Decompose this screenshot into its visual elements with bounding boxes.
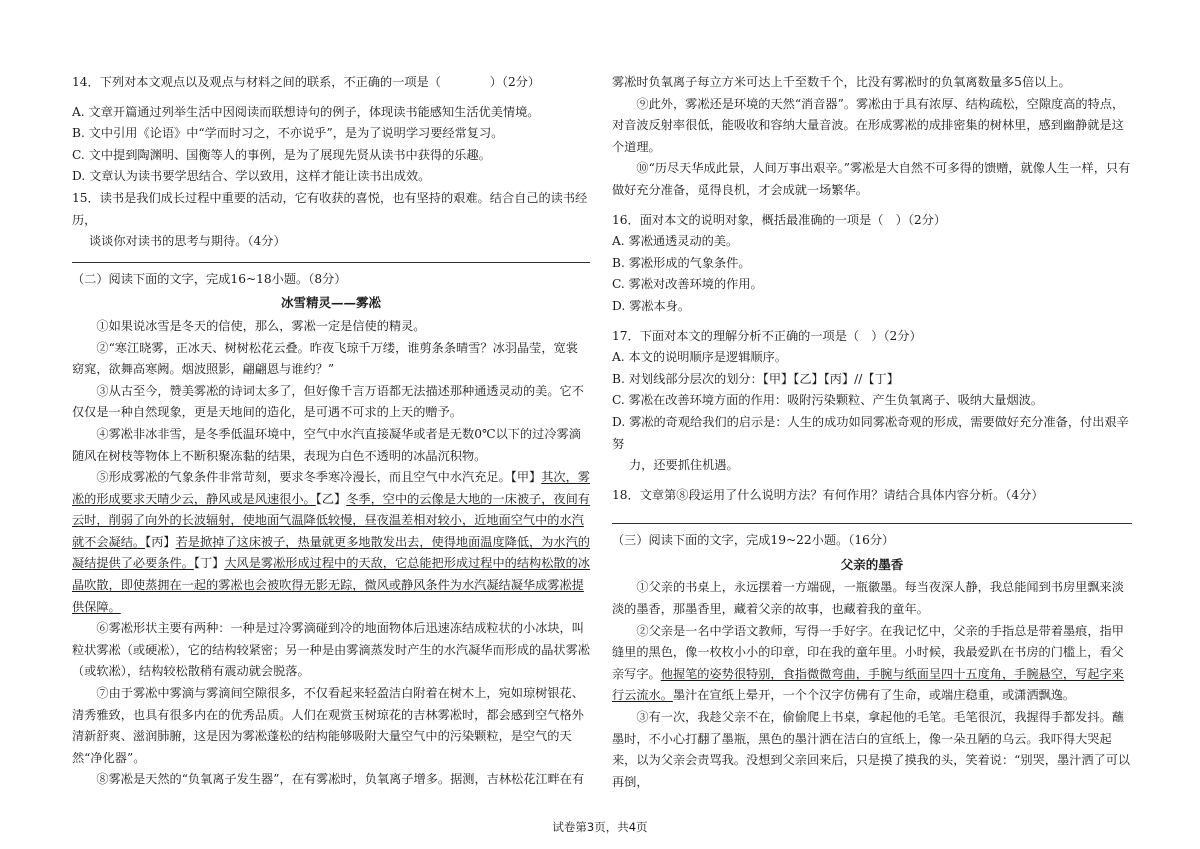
q16-option-c: C. 雾凇对改善环境的作用。: [612, 277, 763, 292]
q15-line2: 谈谈你对读书的思考与期待。（4分）: [89, 234, 286, 249]
p5-underlined-2: 冬季，空中的云像是大地的一床被子，夜间有云时，削弱了向外的长波辐射，使地面气温降低较慢，昼夜温差相对较小，近地面空气中的水汽就不会凝结。: [72, 491, 590, 549]
article-title-ink: 父亲的墨香: [840, 556, 904, 572]
r2-text-a: ②父亲是一名中学语文教师，写得一手好字。在我记忆中，父亲的手指总是带着墨痕，指甲缝里的黑色，像一枚枚小小的印章，印在我的童年里。小时候，我最爱趴在书房的门槛上，看父亲写字。: [612, 623, 1124, 681]
paragraph-10: ⑩“历尽天华成此景，人间万事出艰辛。”雾凇是大自然不可多得的馈赠，就像人生一样，只有做好充分准备，觅得良机，才会成就一场繁华。: [612, 161, 1131, 197]
p5-underlined-3: 若是掀掉了这床被子，热量就更多地散发出去，使得地面温度降低，为水汽的凝结提供了必要条件。: [72, 534, 590, 571]
p5-underlined-1: 其次，雾凇的形成要求天晴少云，静风或是风速很小。: [72, 470, 590, 506]
paragraph-1: ①如果说冰雪是冬天的信使，那么，雾凇一定是信使的精灵。: [96, 318, 426, 333]
q17-option-d-continued: 力，还要抓住机遇。: [629, 458, 739, 473]
q16-option-a: A. 雾凇通透灵动的美。: [612, 234, 739, 249]
q15-line1: 15．读书是我们成长过程中重要的活动，它有收获的喜悦，也有坚持的艰难。结合自己的读书经历，: [72, 190, 588, 227]
p5-mark-yi: 【乙】: [315, 491, 347, 506]
page-footer: 试卷第3页，共4页: [552, 820, 648, 834]
paragraph-3: ③从古至今，赞美雾凇的诗词太多了，但好像千言万语都无法描述那种通透灵动的美。它不仅仅是一种自然现象，更是天地间的造化，是可遇不可求的上天的赠予。: [72, 383, 584, 420]
story-paragraph-3: ③有一次，我趁父亲不在，偷偷爬上书桌，拿起他的毛笔。毛笔很沉，我握得手都发抖。蘸墨时，不小心打翻了墨瓶，黑色的墨汁洒在洁白的宣纸上，像一朵丑陋的乌云。我吓得大哭起来，以为父亲会责骂我。没想到父亲回来后，只是摸了摸我的头，笑着说：“别哭，墨汁洒了可以再倒，: [612, 710, 1131, 789]
q17-option-a: A. 本文的说明顺序是逻辑顺序。: [612, 350, 787, 365]
paragraph-7: ⑦由于雾凇中雾滴与雾滴间空隙很多，不仅看起来轻盈洁白附着在树木上，宛如琼树银花、清秀雅致，也具有很多内在的优秀品质。人们在观赏玉树琼花的吉林雾凇时，都会感到空气格外清新舒爽、滋润肺腑，这是因为雾凇蓬松的结构能够吸附大量空气中的污染颗粒，是空气的天然“净化器”。: [72, 686, 584, 765]
paragraph-8-continued: 雾凇时负氧离子每立方米可达上千至数千个，比没有雾凇时的负氧离数量多5倍以上。: [612, 75, 1071, 89]
section3-heading: （三）阅读下面的文字，完成19~22小题。（16分）: [612, 533, 895, 548]
q14-stem: 14．下列对本文观点以及观点与材料之间的联系，不正确的一项是（ ）（2分）: [72, 75, 541, 89]
q14-option-d: D. 文章认为读书要学思结合、学以致用，这样才能让读书出成效。: [72, 169, 431, 184]
q17-stem: 17．下面对本文的理解分析不正确的一项是（ ）（2分）: [612, 328, 922, 343]
paragraph-9: ⑨此外，雾凇还是环境的天然“消音器”。雾凇由于具有浓厚、结构疏松，空隙度高的特点，对音波反射率很低，能吸收和容纳大量音波。在形成雾凇的成排密集的树林里，感到幽静就是这个道理。: [612, 96, 1125, 154]
story-paragraph-1: ①父亲的书桌上，永远摆着一方端砚，一瓶徽墨。每当夜深人静，我总能闻到书房里飘来淡淡的墨香，那墨香里，藏着父亲的故事，也藏着我的童年。: [612, 580, 1124, 617]
q14-option-b: B. 文中引用《论语》中“学而时习之，不亦说乎”，是为了说明学习要经常复习。: [72, 126, 504, 141]
article-title-rime: 冰雪精灵——雾凇: [280, 295, 381, 311]
r2-text-b: 墨汁在宣纸上晕开，一个个汉字仿佛有了生命，或端庄稳重，或潇洒飘逸。: [672, 688, 1076, 703]
p5-mark-bing: 【丙】: [145, 534, 176, 549]
left-column: [72, 72, 590, 791]
paragraph-6: ⑥雾凇形状主要有两种：一种是过冷雾滴碰到冷的地面物体后迅速冻结成粒状的小冰块，叫粒状雾凇（或硬凇），它的结构较紧密；另一种是由雾滴蒸发时产生的水汽凝华而形成的晶状雾凇（或软凇），结构较松散稍有震动就会脱落。: [72, 621, 590, 679]
q18-stem: 18．文章第⑧段运用了什么说明方法？有何作用？请结合具体内容分析。（4分）: [612, 487, 1044, 502]
paragraph-4: ④雾凇非冰非雪，是冬季低温环境中，空气中水汽直接凝华或者是无数0℃以下的过冷雾滴随风在树枝等物体上不断积聚冻黏的结果，表现为白色不透明的冰晶沉积物。: [72, 426, 581, 463]
q17-option-b: B. 对划线部分层次的划分：【甲】【乙】【丙】//【丁】: [612, 371, 899, 386]
q17-option-c: C. 雾凇在改善环境方面的作用：吸附污染颗粒、产生负氧离子、吸纳大量烟波。: [612, 393, 1044, 408]
story-paragraph-2: [612, 621, 1132, 707]
right-column: [612, 72, 1132, 793]
p5-mark-ding: 【丁】: [193, 556, 225, 571]
q14-option-a: A. 文章开篇通过列举生活中因阅读而联想诗句的例子，体现读书能感知生活优美情境。: [72, 104, 540, 119]
q15-answer-line[interactable]: [72, 261, 590, 263]
q16-stem: 16．面对本文的说明对象，概括最准确的一项是（ ）（2分）: [612, 212, 947, 227]
p5-underlined-4: 大风是雾凇形成过程中的天敌，它总能把形成过程中的结构松散的冰晶吹散，即使蒸拥在一起的雾凇也会被吹得无影无踪，微风或静风条件为水汽凝结凝华成雾凇提供保障。: [72, 556, 590, 614]
paragraph-8: ⑧雾凇是天然的“负氧离子发生器”，在有雾凇时，负氧离子增多。据测，吉林松花江畔在有: [96, 772, 585, 787]
p5-text-a: ⑤形成雾凇的气象条件非常苛刻，要求冬季寒冷漫长，而且空气中水汽充足。【甲】: [96, 470, 542, 485]
q18-answer-line[interactable]: [612, 522, 1132, 524]
paragraph-5: [72, 467, 590, 618]
q14-option-c: C. 文中提到陶渊明、国衡等人的事例，是为了展现先贤从读书中获得的乐趣。: [72, 147, 491, 162]
section2-heading: （二）阅读下面的文字，完成16~18小题。（8分）: [72, 271, 347, 286]
q16-option-d: D. 雾凇本身。: [612, 298, 691, 313]
q16-option-b: B. 雾凇形成的气象条件。: [612, 255, 751, 270]
r2-underlined: 他握笔的姿势很特别，食指微微弯曲，手腕与纸面呈四十五度角，手腕悬空，写起字来行云流水。: [612, 666, 1124, 703]
q17-option-d: D. 雾凇的奇观给我们的启示是：人生的成功如同雾凇奇观的形成，需要做好充分准备，付出艰辛努: [612, 414, 1129, 451]
paragraph-2: ②“寒江晓雾，正冰天、树树松花云叠。昨夜飞琼千万缕，谁剪条条晴雪？冰羽晶莹，宽裳窈窕，欲舞高寒阙。烟波照影，翩翩恩与谁约？”: [72, 340, 578, 377]
